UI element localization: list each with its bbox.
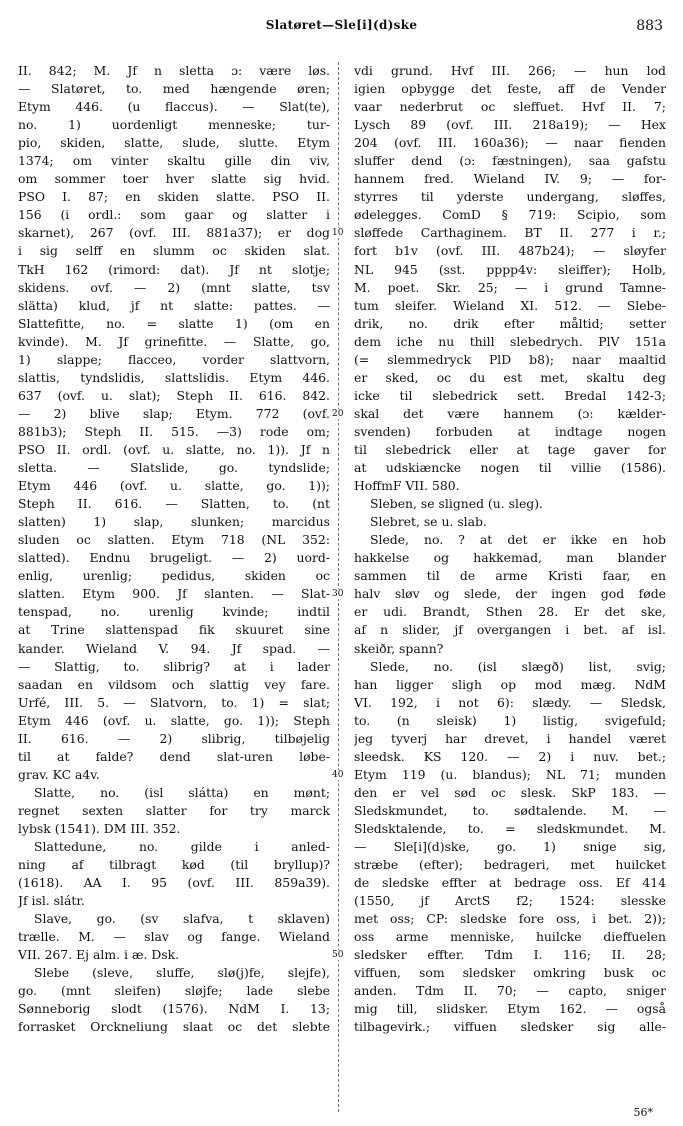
text-line: ning af tilbragt kød (til bryllup)? [18,857,330,873]
text-line: 637 (ovf. u. slat); Steph II. 616. 842. [18,387,330,403]
text-line: skidens. ovf. — 2) (mnt slatte, tsv [18,279,330,295]
text-line: tum sleifer. Wieland XI. 512. — Slebe- [354,297,666,313]
text-line: skal det være hannem (ɔ: kælder- [354,405,666,421]
text-line: — Slattig, to. slibrig? at i lader [18,658,330,674]
text-line: PSO I. 87; en skiden slatte. PSO II. [18,189,330,205]
page-header [0,18,683,38]
text-line: Sledsktalende, to. = sledskmundet. M. [354,820,666,836]
text-line: Sledskmundet, to. sødtalende. M. — [354,802,666,818]
text-line: sammen til de arme Kristi faar, en [354,568,666,584]
text-line: — Sle[i](d)ske, go. 1) snige sig, [354,839,666,855]
text-line: Etym 446 (ovf. u. slatte, go. 1)); [18,478,330,494]
text-line: — 2) blive slap; Etym. 772 (ovf. [18,405,330,421]
line-number: 20 [332,408,344,419]
text-line: at udskiæncke nogen til villie (1586). [354,460,666,476]
text-line: kvinde). M. Jf grinefitte. — Slatte, go, [18,333,330,349]
text-line: 1374; om vinter skaltu gille din viv, [18,153,330,169]
text-line: enlig, urenlig; pedidus, skiden oc [18,568,330,584]
text-line: Slatte, no. (isl slátta) en mønt; [34,784,330,800]
text-line: sluffer dend (ɔ: fæstningen), saa gafstu [354,153,666,169]
text-line: svenden) forbuden at indtage nogen [354,423,666,439]
text-line: slattis, tyndslidis, slattslidis. Etym 446. [18,369,330,385]
text-line: NL 945 (sst. pppp4v: sleiffer); Holb, [354,261,666,277]
text-line: Jf isl. slátr. [18,893,85,909]
text-line: to. (n sleisk) 1) listig, svigefuld; [354,712,666,728]
text-line: VII. 267. Ej alm. i æ. Dsk. [18,947,180,963]
line-number: 40 [332,769,344,780]
text-line: han ligger sligh op mod mæg. NdM [354,676,666,692]
text-line: go. (mnt sleifen) sløjfe; lade slebe [18,983,330,999]
text-line: Slebret, se u. slab. [370,514,487,530]
text-line: kander. Wieland V. 94. Jf spad. — [18,640,330,656]
text-line: dem iche nu thill slebedrych. PlV 151a [354,333,666,349]
text-line: slatten. Etym 900. Jf slanten. — Slat- [18,586,330,602]
text-line: 156 (i ordl.: som gaar og slatter i [18,207,330,223]
text-line: TkH 162 (rimord: dat). Jf nt slotje; [18,261,330,277]
text-line: saadan en vildsom och slattig vey fare. [18,676,330,692]
text-line: vdi grund. Hvf III. 266; — hun lod [354,63,666,78]
text-line: stræbe (efter); bedrageri, met huilcket [354,857,666,873]
text-line: lybsk (1541). DM III. 352. [18,820,181,836]
text-line: de sledske effter at bedrage oss. Ef 414 [354,875,666,891]
text-line: PSO II. ordl. (ovf. u. slatte, no. 1)). Jf n [18,441,330,457]
text-line: Slede, no. (isl slægð) list, svig; [370,658,666,674]
text-line: Etym 446. (u flaccus). — Slat(te), [18,99,330,115]
text-line: skarnet), 267 (ovf. III. 881a37); er dog [18,225,330,241]
text-line: at Trine slattenspad fik skuuret sine [18,622,330,638]
text-line: Etym 119 (u. blandus); NL 71; munden [354,766,666,782]
line-number: 50 [332,950,344,961]
text-line: vaar nederbrut oc sleffuet. Hvf II. 7; [354,99,666,115]
line-number: 30 [332,589,344,600]
text-line: anden. Tdm II. 70; — capto, sniger [354,983,666,999]
text-line: icke til slebedrick sett. Bredal 142-3; [354,387,666,403]
signature-mark: 56* [633,1106,653,1119]
text-line: Slebe (sleve, sluffe, slø(j)fe, slejfe), [34,965,330,981]
text-line: (1550, jf ArctS f2; 1524: slesske [354,893,666,909]
text-line: Slattefitte, no. = slatte 1) (om en [18,315,330,331]
text-line: Steph II. 616. — Slatten, to. (nt [18,496,330,512]
text-line: oss arme menniske, huilcke dieffuelen [354,929,666,945]
right-column [354,62,666,1037]
text-line: jeg tyverj har drevet, i handel været [354,730,666,746]
text-line: — Slatøret, to. med hængende øren; [18,81,330,97]
text-line: sletta. — Slatslide, go. tyndslide; [18,460,330,476]
text-line: sløffede Carthaginem. BT II. 277 i r.; [354,225,666,241]
text-line: i sig selff en slumm oc skiden slat. [18,243,330,259]
text-line: forrasket Orckneliung slaat oc det slebte [18,1019,330,1035]
text-line: 204 (ovf. III. 160a36); — naar fienden [354,135,666,151]
text-line: slätta) klud, jf nt slatte: pattes. — [18,297,330,313]
text-line: Sønneborig slodt (1576). NdM I. 13; [18,1001,330,1017]
text-line: Slave, go. (sv slafva, t sklaven) [34,911,330,927]
text-line: Slattedune, no. gilde i anled- [34,839,330,855]
text-line: hannem fred. Wieland IV. 9; — for- [354,171,666,187]
page-number: 883 [636,18,663,34]
text-line: met oss; CP: sledske fore oss, i bet. 2)); [354,911,666,927]
text-line: sluden oc slatten. Etym 718 (NL 352: [18,532,330,548]
text-line: Urfé, III. 5. — Slatvorn, to. 1) = slat; [18,694,330,710]
text-line: af n slider, jf overgangen i bet. af isl. [354,622,666,638]
text-line: fort b1v (ovf. III. 487b24); — sløyfer [354,243,666,259]
text-line: regnet sexten slatter for try marck [18,802,330,818]
text-line: hakkelse og hakkemad, man blander [354,550,666,566]
text-line: viffuen, som sledsker omkring busk oc [354,965,666,981]
text-line: (= slemmedryck PlD b8); naar maaltid [354,351,666,367]
text-line: Lysch 89 (ovf. III. 218a19); — Hex [354,117,666,133]
text-line: til slebedrick eller at tage gaver for [354,441,666,457]
text-line: drik, no. drik efter måltid; setter [354,315,666,331]
text-line: om sommer toer hver slatte sig hvid. [18,171,330,187]
text-line: styrres til yderste undergang, sløffes, [354,189,666,205]
text-line: tilbagevirk.; viffuen sledsker sig alle- [354,1019,666,1035]
text-line: tenspad, no. urenlig kvinde; indtil [18,604,330,620]
text-line: halv sløv og slede, der ingen god føde [354,586,666,602]
text-line: igien opbygge det feste, aff de Vender [354,81,666,97]
line-number: 10 [332,228,344,239]
text-line: trælle. M. — slav og fange. Wieland [18,929,330,945]
text-line: HoffmF VII. 580. [354,478,460,494]
text-line: (1618). AA I. 95 (ovf. III. 859a39). [18,875,330,891]
text-line: Slede, no. ? at det er ikke en hob [370,532,666,548]
text-line: slatted). Endnu brugeligt. — 2) uord- [18,550,330,566]
text-line: er sked, oc du est met, skaltu deg [354,369,666,385]
running-head: Slatøret—Sle[i](d)ske [265,18,418,32]
text-line: skeiðr, spann? [354,640,444,656]
text-line: pio, skiden, slatte, slude, slutte. Etym [18,135,330,151]
text-line: II. 842; M. Jf n sletta ɔ: være løs. [18,63,330,78]
text-line: 881b3); Steph II. 515. —3) rode om; [18,423,330,439]
text-line: M. poet. Skr. 25; — i grund Tamne- [354,279,666,295]
text-line: grav. KC a4v. [18,766,100,782]
text-line: 1) slappe; flacceo, vorder slattvorn, [18,351,330,367]
text-line: sleedsk. KS 120. — 2) i nuv. bet.; [354,748,666,764]
text-line: no. 1) uordenligt menneske; tur- [18,117,330,133]
left-column [18,62,330,1037]
text-line: er udi. Brandt, Sthen 28. Er det ske, [354,604,666,620]
text-line: Sleben, se sligned (u. sleg). [370,496,543,512]
text-line: II. 616. — 2) slibrig, tilbøjelig [18,730,330,746]
text-line: Etym 446 (ovf. u. slatte, go. 1)); Steph [18,712,330,728]
text-line: VI. 192, i not 6): slædy. — Sledsk, [354,694,666,710]
text-line: slatten) 1) slap, slunken; marcidus [18,514,330,530]
text-line: den er vel sød oc slesk. SkP 183. — [354,784,666,800]
text-line: til at falde? dend slat-uren løbe- [18,748,330,764]
text-line: ødelegges. ComD § 719: Scipio, som [354,207,666,223]
text-line: mig till, slidsker. Etym 162. — også [354,1001,666,1017]
text-line: sledsker effter. Tdm I. 116; II. 28; [354,947,666,963]
